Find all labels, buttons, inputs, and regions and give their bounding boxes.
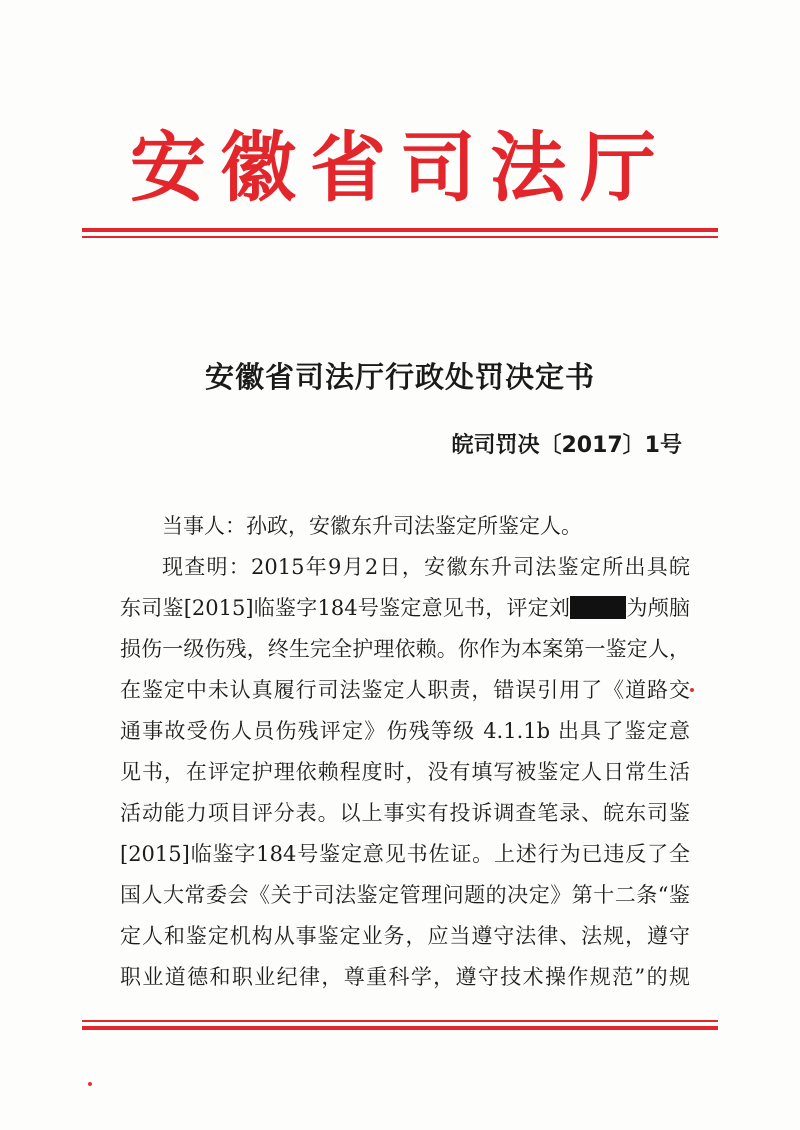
body-line: 当事人：孙政，安徽东升司法鉴定所鉴定人。 xyxy=(162,514,582,538)
body-line: 在鉴定中未认真履行司法鉴定人职责，错误引用了《道路交 xyxy=(120,678,690,702)
document-title: 安徽省司法厅行政处罚决定书 xyxy=(204,360,595,394)
ink-speck xyxy=(88,1082,92,1086)
body-line-redacted xyxy=(120,588,690,629)
footer-rule-thick xyxy=(82,1026,718,1030)
body-line: [2015]临鉴字184号鉴定意见书佐证。上述行为已违反了全 xyxy=(120,842,690,866)
masthead-title: 安徽省司法厅 xyxy=(130,123,670,212)
body-line: 活动能力项目评分表。以上事实有投诉调查笔录、皖东司鉴 xyxy=(120,801,690,825)
footer-rule-thin xyxy=(82,1020,718,1022)
body-line: 损伤一级伤残，终生完全护理依赖。你作为本案第一鉴定人， xyxy=(120,637,690,661)
document-body xyxy=(120,506,690,998)
ink-speck xyxy=(690,688,694,692)
body-line: 见书，在评定护理依赖程度时，没有填写被鉴定人日常生活 xyxy=(120,760,690,784)
masthead-rule-thin xyxy=(82,236,718,238)
body-line: 现查明：2015年9月2日，安徽东升司法鉴定所出具皖 xyxy=(162,555,690,579)
body-line: 定人和鉴定机构从事鉴定业务，应当遵守法律、法规，遵守 xyxy=(120,924,690,948)
masthead-rule-thick xyxy=(82,228,718,232)
body-line: 职业道德和职业纪律，尊重科学，遵守技术操作规范”的规 xyxy=(120,965,690,989)
body-line: 通事故受伤人员伤残评定》伤残等级 4.1.1b 出具了鉴定意 xyxy=(120,719,690,743)
redaction-box xyxy=(570,596,626,619)
body-line: 国人大常委会《关于司法鉴定管理问题的决定》第十二条“鉴 xyxy=(120,883,690,907)
body-line-part: 为颅脑 xyxy=(626,596,690,620)
document-number: 皖司罚决〔2017〕1号 xyxy=(451,433,682,458)
body-line-part: 东司鉴[2015]临鉴字184号鉴定意见书，评定刘 xyxy=(120,596,571,620)
